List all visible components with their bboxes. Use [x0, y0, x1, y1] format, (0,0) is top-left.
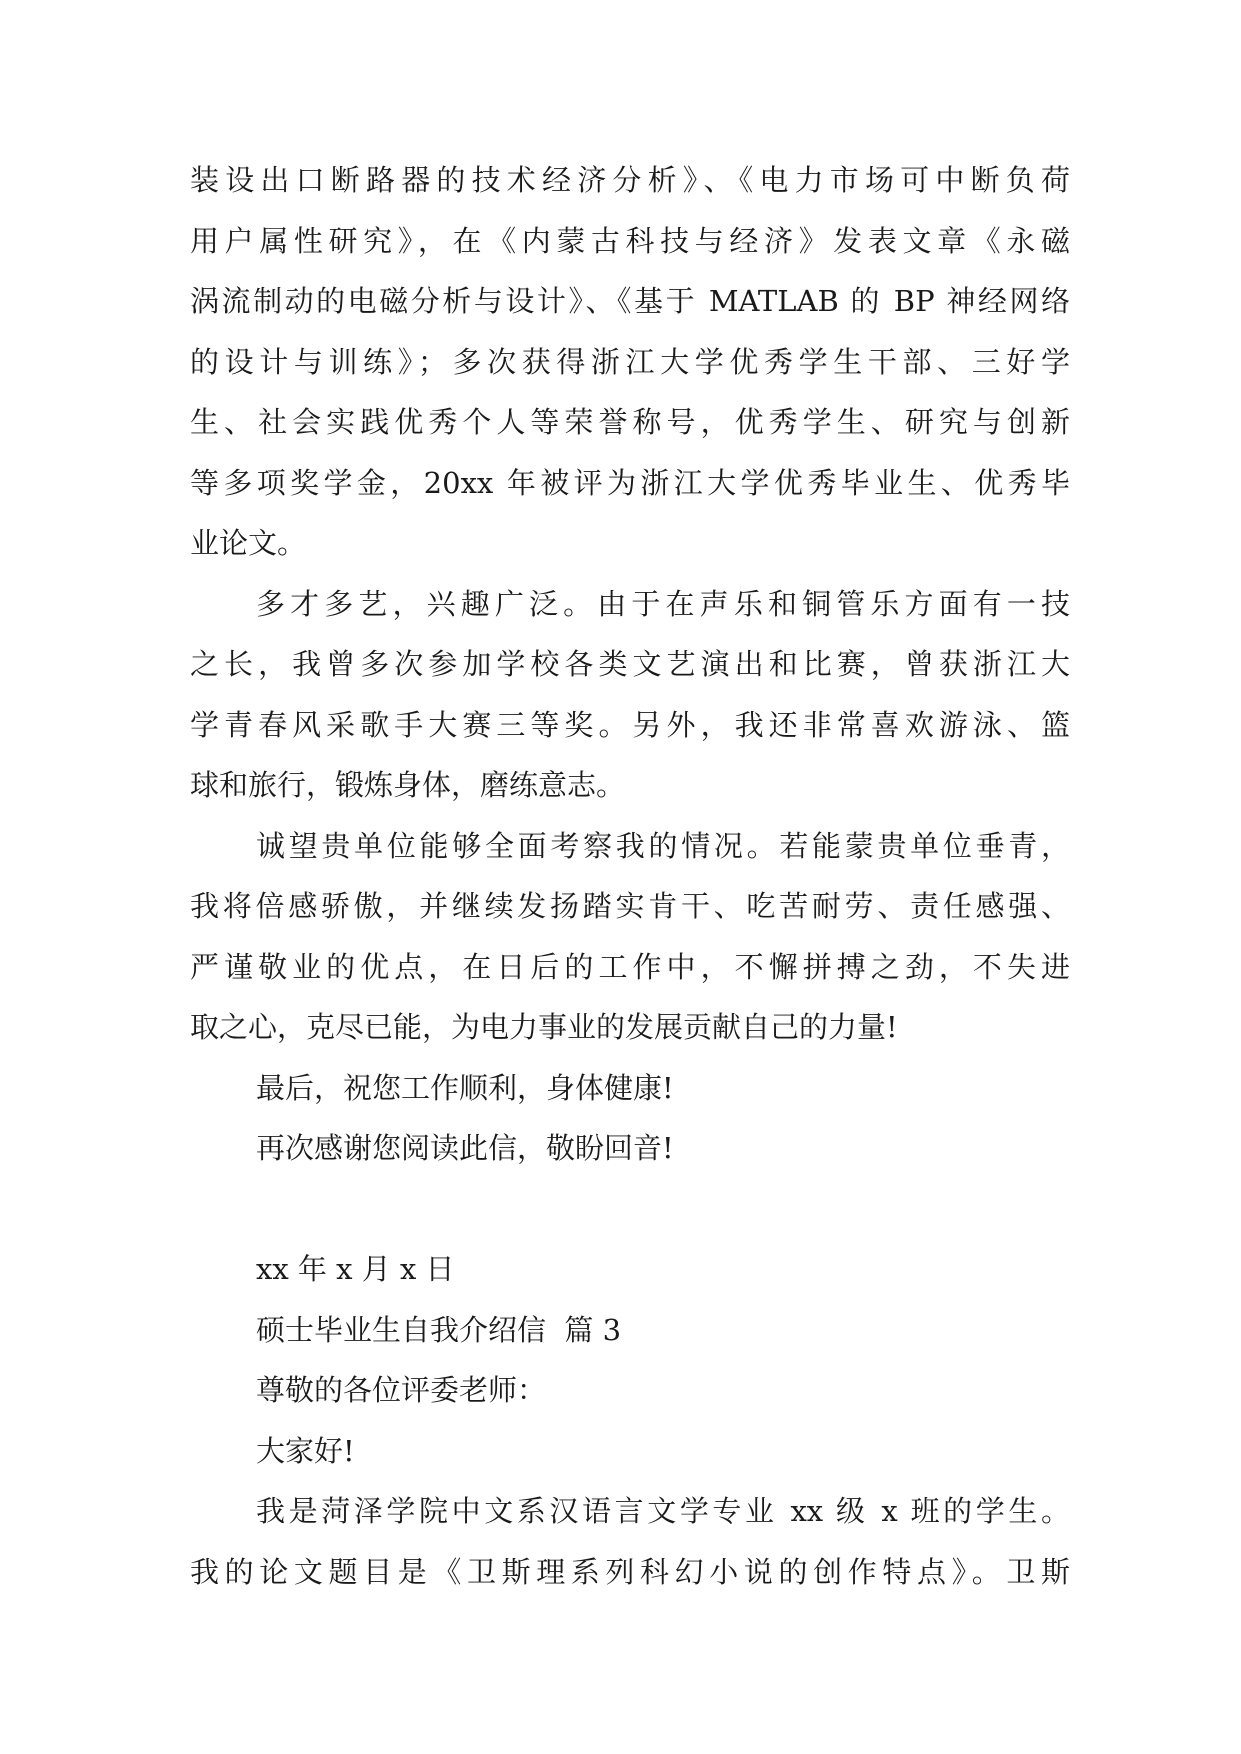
text-line: 用户属性研究》，在《内蒙古科技与经济》发表文章《永磁 — [190, 223, 1070, 258]
paragraph-hobbies — [190, 574, 1070, 816]
text-line: 取之心，克尽已能，为电力事业的发展贡献自己的力量! — [190, 1010, 898, 1044]
paragraph-request — [190, 816, 1070, 1058]
closing-thanks: 再次感谢您阅读此信，敬盼回音! — [256, 1131, 674, 1165]
salutation: 尊敬的各位评委老师： — [256, 1373, 547, 1407]
letter-date: xx 年 x 月 x 日 — [256, 1252, 455, 1286]
text-line: 之长，我曾多次参加学校各类文艺演出和比赛，曾获浙江大 — [190, 647, 1070, 681]
text-line: 的设计与训练》；多次获得浙江大学优秀学生干部、三好学 — [190, 344, 1070, 379]
document-body — [190, 150, 1070, 1602]
greeting: 大家好! — [256, 1433, 355, 1468]
text-line: 装设出口断路器的技术经济分析》、《电力市场可中断负荷 — [190, 163, 1070, 197]
paragraph-intro — [190, 1481, 1070, 1602]
text-line: 等多项奖学金，20xx 年被评为浙江大学优秀毕业生、优秀毕 — [190, 465, 1070, 500]
text-line: 我将倍感骄傲，并继续发扬踏实肯干、吃苦耐劳、责任感强、 — [190, 889, 1070, 923]
text-line: 业论文。 — [190, 526, 307, 560]
text-line: 我的论文题目是《卫斯理系列科幻小说的创作特点》。卫斯 — [190, 1554, 1070, 1589]
text-line: 球和旅行，锻炼身体，磨练意志。 — [190, 768, 626, 802]
paragraph-awards — [190, 150, 1070, 574]
blank-line — [190, 1179, 1070, 1240]
text-line: 我是菏泽学院中文系汉语言文学专业 xx 级 x 班的学生。 — [256, 1494, 1070, 1528]
text-line: 诚望贵单位能够全面考察我的情况。若能蒙贵单位垂青， — [256, 828, 1070, 863]
text-line: 生、社会实践优秀个人等荣誉称号，优秀学生、研究与创新 — [190, 405, 1070, 439]
section-title: 硕士毕业生自我介绍信 篇 3 — [256, 1312, 622, 1347]
text-line: 严谨敬业的优点，在日后的工作中，不懈拼搏之劲，不失进 — [190, 949, 1070, 984]
text-line: 涡流制动的电磁分析与设计》、《基于 MATLAB 的 BP 神经网络 — [190, 284, 1070, 318]
text-line: 学青春风采歌手大赛三等奖。另外，我还非常喜欢游泳、篮 — [190, 707, 1070, 742]
text-line: 多才多艺，兴趣广泛。由于在声乐和铜管乐方面有一技 — [256, 586, 1070, 621]
closing-wishes: 最后，祝您工作顺利，身体健康! — [256, 1070, 674, 1105]
